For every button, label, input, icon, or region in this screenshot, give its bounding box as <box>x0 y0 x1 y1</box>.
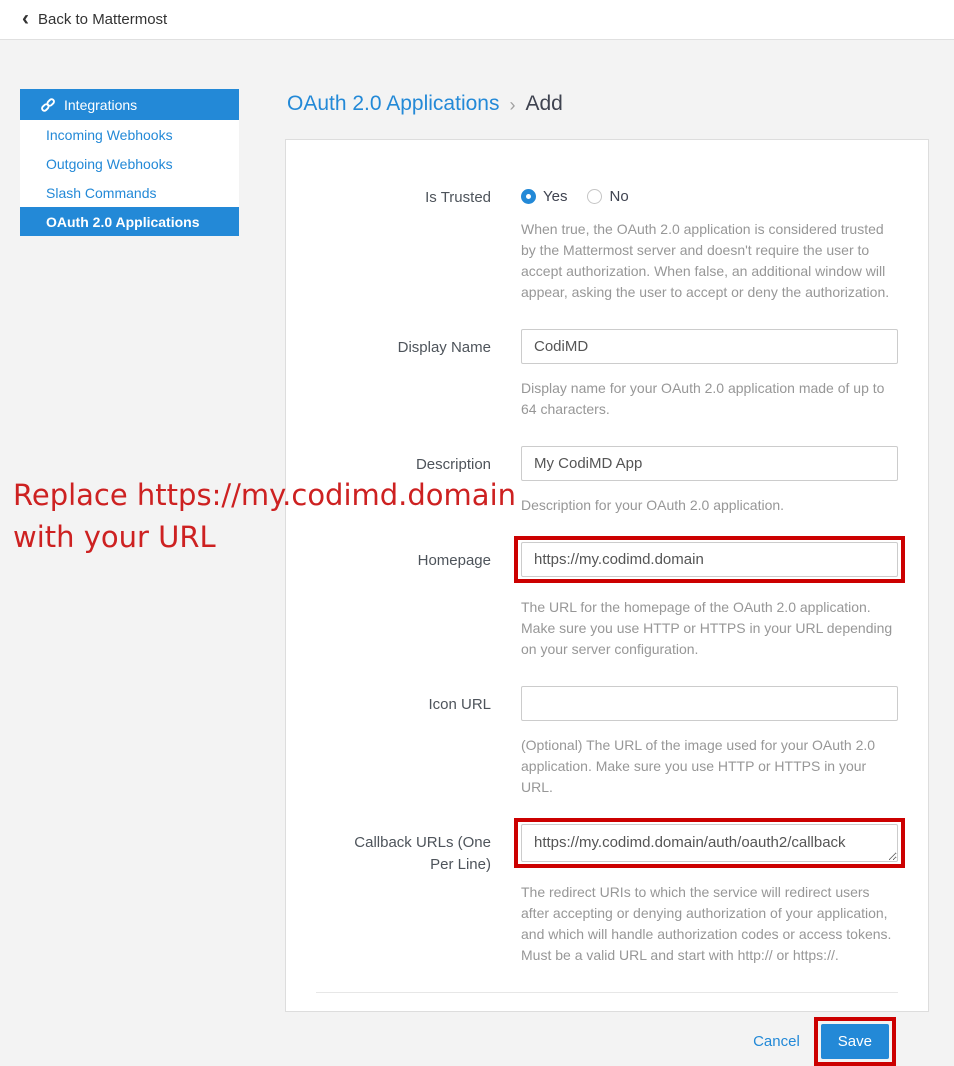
radio-checked-icon[interactable] <box>521 189 536 204</box>
link-icon <box>41 98 55 112</box>
form-row-homepage <box>286 542 928 660</box>
oauth-add-form-panel <box>285 139 929 1050</box>
homepage-label: Homepage <box>417 552 491 569</box>
topbar <box>0 0 954 40</box>
integrations-sidebar <box>20 89 239 236</box>
sidebar-item-label: OAuth 2.0 Applications <box>46 213 200 230</box>
display-name-help: Display name for your OAuth 2.0 application made of up to 64 characters. <box>521 380 885 417</box>
callback-urls-label: Callback URLs (One Per Line) <box>354 834 491 873</box>
back-label: Back to Mattermost <box>38 11 168 28</box>
display-name-input[interactable] <box>521 329 898 364</box>
sidebar-header-label: Integrations <box>64 96 138 113</box>
callback-urls-highlight-box <box>514 818 905 868</box>
homepage-highlight-box <box>514 536 905 583</box>
breadcrumb-parent-link[interactable]: OAuth 2.0 Applications <box>287 92 500 115</box>
annotation-text <box>13 474 516 558</box>
display-name-label: Display Name <box>397 339 491 356</box>
is-trusted-yes-option[interactable] <box>521 188 567 205</box>
chevron-left-icon: ‹ <box>22 7 29 30</box>
sidebar-item-outgoing-webhooks[interactable] <box>20 149 239 178</box>
breadcrumb-current: Add <box>525 92 563 115</box>
is-trusted-label: Is Trusted <box>425 189 491 206</box>
cancel-button[interactable]: Cancel <box>753 1033 800 1050</box>
sidebar-item-label: Incoming Webhooks <box>46 126 173 143</box>
form-row-callback-urls <box>286 824 928 966</box>
back-to-mattermost-link[interactable] <box>22 7 168 30</box>
annotation-line2: with your URL <box>13 520 216 554</box>
is-trusted-radio-group <box>521 186 898 205</box>
sidebar-header-integrations <box>20 89 239 120</box>
icon-url-help: (Optional) The URL of the image used for your OAuth 2.0 application. Make sure you use HTTP or HTTPS in your URL. <box>521 737 876 795</box>
description-help: Description for your OAuth 2.0 application. <box>521 497 785 513</box>
icon-url-input[interactable] <box>521 686 898 721</box>
icon-url-label: Icon URL <box>428 696 491 713</box>
sidebar-item-incoming-webhooks[interactable] <box>20 120 239 149</box>
save-button[interactable]: Save <box>821 1024 889 1059</box>
is-trusted-no-option[interactable] <box>587 188 628 205</box>
callback-urls-textarea[interactable] <box>521 824 898 862</box>
radio-label-yes: Yes <box>543 188 568 205</box>
sidebar-item-oauth-applications[interactable] <box>20 207 239 236</box>
description-input[interactable] <box>521 446 898 481</box>
callback-urls-help: The redirect URIs to which the service will redirect users after accepting or denying authorization of your application, and which will handle authorization codes or access tokens. Must be a valid URL and start with http:// or https://. <box>521 884 892 963</box>
save-highlight-box <box>814 1017 896 1066</box>
sidebar-item-label: Slash Commands <box>46 184 157 201</box>
form-footer <box>286 993 928 1066</box>
annotation-line1: Replace https://my.codimd.domain <box>13 478 517 512</box>
description-label: Description <box>415 456 491 473</box>
sidebar-item-slash-commands[interactable] <box>20 178 239 207</box>
is-trusted-help: When true, the OAuth 2.0 application is considered trusted by the Mattermost server and doesn't require the user to accept authorization. When false, an additional window will appear, asking the user to accept or deny the authorization. <box>521 221 890 300</box>
chevron-right-icon: › <box>509 94 516 115</box>
homepage-input[interactable] <box>521 542 898 577</box>
radio-unchecked-icon[interactable] <box>587 189 602 204</box>
sidebar-item-label: Outgoing Webhooks <box>46 155 173 172</box>
radio-label-no: No <box>609 188 629 205</box>
breadcrumb <box>287 92 563 116</box>
form-row-is-trusted <box>286 186 928 303</box>
sidebar-items <box>20 120 239 236</box>
form-row-icon-url <box>286 686 928 798</box>
homepage-help: The URL for the homepage of the OAuth 2.0 application. Make sure you use HTTP or HTTPS in your URL depending on your server configuration. <box>521 599 893 657</box>
form-row-display-name <box>286 329 928 420</box>
